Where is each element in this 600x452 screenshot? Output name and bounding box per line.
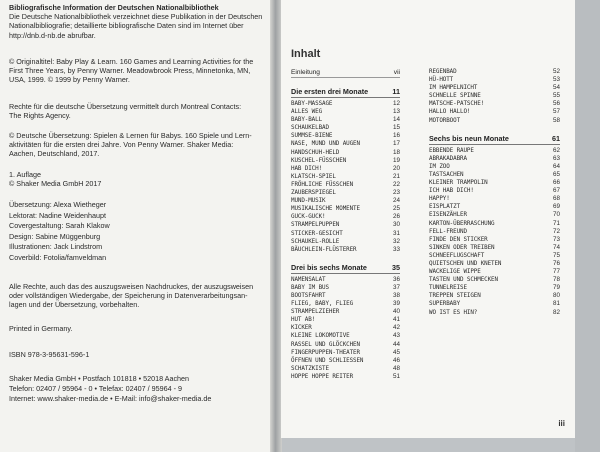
rights-block: [9, 102, 271, 120]
toc-entry-title: STRAMPELPUPPEN: [291, 222, 340, 229]
toc-entry-page: 48: [392, 364, 400, 372]
toc-entry-page: 82: [552, 308, 560, 316]
toc-entry-title: SUMMSE-BIENE: [291, 133, 333, 140]
toc-section-title: Drei bis sechs Monate: [291, 262, 367, 272]
edition-line: © Shaker Media GmbH 2017: [9, 179, 102, 189]
publisher-line: Shaker Media GmbH • Postfach 101818 • 52018 Aachen: [9, 374, 190, 383]
credit-line: Design: Sabine Müggenburg: [9, 231, 101, 241]
credit-line: Covergestaltung: Sarah Klakow: [9, 221, 110, 231]
toc-entry-title: FINDE DEN STICKER: [429, 236, 488, 243]
translation-line: © Deutsche Übersetzung: Spielen & Lernen für Babys. 160 Spiele und Lern-: [9, 131, 252, 140]
toc-entry-title: SCHNEEFLUGSCHAFT: [429, 252, 485, 259]
toc-entry-page: 20: [392, 164, 400, 172]
toc-entry-page: 32: [392, 237, 400, 245]
toc-entry: [291, 365, 400, 373]
toc-entry-page: 75: [552, 251, 560, 259]
rights-reserved-line: Alle Rechte, auch das des auszugsweisen Nachdruckes, der auszugsweisen: [9, 282, 254, 291]
toc-entry: [429, 187, 560, 195]
toc-entry: [429, 92, 560, 100]
toc-entry-page: 46: [392, 356, 400, 364]
toc-entry: [429, 220, 560, 228]
toc-entry: [429, 228, 560, 236]
toc-entry-title: ICH HAB DICH!: [429, 188, 474, 195]
toc-entry-page: 21: [392, 172, 400, 180]
toc-entry-title: ÖFFNEN UND SCHLIESSEN: [291, 357, 364, 364]
toc-entry-title: RASSEL UND GLÖCKCHEN: [291, 341, 360, 348]
toc-entry-title: SUPERBABY: [429, 301, 461, 308]
toc-entry-page: 65: [552, 170, 560, 178]
toc-entry: [291, 349, 400, 357]
toc-section-page: 35: [392, 262, 400, 272]
toc-entry-page: 22: [392, 180, 400, 188]
toc-entry: [429, 300, 560, 308]
toc-entry-title: SCHATZKISTE: [291, 365, 329, 372]
toc-entry-title: WO IST ES HIN?: [429, 309, 478, 316]
toc-entry-title: ALLES WEG: [291, 109, 323, 116]
toc-entry-page: 69: [552, 203, 560, 211]
toc-entry: [291, 157, 400, 165]
toc-entry: [291, 238, 400, 246]
toc-entry-page: 52: [552, 68, 560, 75]
credit-line: Übersetzung: Alexa Wietheger: [9, 200, 107, 209]
toc-entry-title: TREPPEN STEIGEN: [429, 293, 481, 300]
toc-entry: [291, 197, 400, 205]
toc-entry: [291, 316, 400, 324]
toc-entry-title: EISENZÄHLER: [429, 212, 467, 219]
isbn: [9, 350, 271, 359]
toc-entry-title: FELL-FREUND: [429, 228, 467, 235]
background-edge: [575, 0, 600, 452]
toc-entry-page: 64: [552, 162, 560, 170]
toc-entry-page: 73: [552, 235, 560, 243]
toc-entry: [291, 213, 400, 221]
credit-line: Illustrationen: Jack Lindstrom: [9, 242, 103, 252]
toc-entry-page: 15: [392, 124, 400, 132]
toc-entry: [291, 100, 400, 108]
toc-entry: [291, 116, 400, 124]
toc-entry-page: 38: [392, 291, 400, 299]
toc-entry: [429, 211, 560, 219]
credits-block: [9, 200, 271, 264]
page-number: iii: [558, 419, 565, 428]
original-line: USA, 1999. © 1999 by Penny Warner.: [9, 75, 130, 85]
toc-entry-page: 44: [392, 340, 400, 348]
toc-entry-page: 45: [392, 348, 400, 356]
toc-entry-title: NASE, MUND UND AUGEN: [291, 141, 360, 148]
rights-reserved-line: lagen und der Übersetzung, vorbehalten.: [9, 300, 140, 310]
toc-entry: [291, 132, 400, 140]
toc-entry-page: 76: [552, 259, 560, 267]
credit-line: Coverbild: Fotolia/famveldman: [9, 252, 107, 262]
biblio-heading: Bibliografische Information der Deutschen Nationalbibliothek: [9, 3, 219, 12]
toc-entry: [429, 284, 560, 292]
toc-entry-title: HAB DICH!: [291, 165, 323, 172]
toc-column-right: [429, 68, 560, 317]
toc-column-left: [291, 68, 400, 381]
rights-line: The Rights Agency.: [9, 111, 71, 121]
toc-entry-page: 54: [552, 84, 560, 92]
translation-line: Aachen, Deutschland, 2017.: [9, 149, 100, 159]
toc-entry-page: 81: [552, 300, 560, 308]
publisher-block: [9, 374, 271, 404]
toc-entry-page: 78: [552, 276, 560, 284]
toc-entry-title: SCHAUKEL-ROLLE: [291, 238, 340, 245]
toc-entry: [291, 284, 400, 292]
toc-entry-page: 41: [392, 316, 400, 324]
toc-entry-title: WACKELIGE WIPPE: [429, 269, 481, 276]
toc-entry: [291, 308, 400, 316]
edition-block: [9, 170, 271, 188]
rights-reserved-line: oder vollständigen Wiedergabe, der Speicherung in Datenverarbeitungsan-: [9, 291, 248, 301]
toc-entry-title: BOOTSFAHRT: [291, 292, 326, 299]
toc-entry-page: 53: [552, 76, 560, 84]
toc-entry-page: 26: [392, 213, 400, 221]
toc-entry-page: 71: [552, 219, 560, 227]
toc-entry-page: 40: [392, 308, 400, 316]
toc-entry-page: 67: [552, 187, 560, 195]
toc-entry-page: 55: [552, 92, 560, 100]
toc-entry-page: 30: [392, 221, 400, 229]
toc-section-page: 11: [392, 87, 400, 96]
toc-intro-page: vii: [393, 69, 400, 76]
toc-entry: [429, 260, 560, 268]
toc-entry-title: KARTON-ÜBERRASCHUNG: [429, 220, 495, 227]
toc-entry: [429, 309, 560, 317]
toc-entry: [291, 292, 400, 300]
toc-entry-page: 13: [392, 108, 400, 116]
isbn-line: ISBN 978-3-95631-596-1: [9, 350, 90, 359]
toc-entry-page: 80: [552, 292, 560, 300]
toc-entry-page: 43: [392, 332, 400, 340]
toc-left-entries: [291, 87, 400, 381]
printed-line: Printed in Germany.: [9, 324, 73, 333]
toc-entry-page: 18: [392, 148, 400, 156]
rights-reserved-block: [9, 282, 271, 310]
toc-entry-title: HANDSCHUH-HELD: [291, 149, 340, 156]
toc-entry: [291, 221, 400, 229]
toc-entry-page: 14: [392, 116, 400, 124]
toc-entry-title: SCHAUKELBAD: [291, 125, 329, 132]
toc-entry-page: 39: [392, 300, 400, 308]
toc-entry-title: REGENBAD: [429, 69, 457, 75]
toc-entry-title: KLEINE LOKOMOTIVE: [291, 333, 350, 340]
toc-entry-title: SCHNELLE SPINNE: [429, 93, 481, 100]
printed-note: [9, 324, 271, 333]
toc-entry: [291, 373, 400, 381]
toc-entry: [429, 195, 560, 203]
toc-entry-title: HUT AB!: [291, 317, 316, 324]
toc-entry: [291, 108, 400, 116]
biblio-block: [9, 3, 271, 40]
toc-entry-title: MATSCHE-PATSCHE!: [429, 101, 485, 108]
toc-entry: [429, 203, 560, 211]
toc-entry-page: 58: [552, 116, 560, 124]
biblio-line: Nationalbibliografie; detaillierte bibliografische Daten sind im Internet über: [9, 21, 244, 31]
toc-entry-title: EBBENDE RAUPE: [429, 147, 474, 154]
toc-entry: [291, 124, 400, 132]
toc-entry-title: GUCK-GUCK!: [291, 214, 326, 221]
toc-entry-title: KLEINER TRAMPOLIN: [429, 180, 488, 187]
toc-entry-title: KICKER: [291, 325, 312, 332]
toc-entry: [429, 147, 560, 155]
toc-entry-page: 62: [552, 146, 560, 154]
toc-title: Inhalt: [291, 48, 321, 60]
toc-entry: [429, 84, 560, 92]
toc-entry-title: TUNNELREISE: [429, 285, 467, 292]
toc-entry: [429, 155, 560, 163]
edition-line: 1. Auflage: [9, 170, 41, 179]
toc-section-heading: [291, 263, 400, 274]
toc-right-entries: [429, 68, 560, 317]
toc-entry-title: MOTORBOOT: [429, 117, 461, 124]
credit-line: Lektorat: Nadine Weidenhaupt: [9, 210, 106, 220]
toc-entry-page: 51: [392, 372, 400, 380]
toc-entry-page: 16: [392, 132, 400, 140]
toc-entry-page: 19: [392, 156, 400, 164]
toc-entry: [429, 68, 560, 76]
toc-entry: [429, 163, 560, 171]
toc-entry: [429, 117, 560, 125]
toc-entry-page: 23: [392, 189, 400, 197]
toc-entry-title: IM ZOO: [429, 163, 450, 170]
toc-entry: [429, 276, 560, 284]
left-page: [0, 0, 272, 452]
original-line: First Three Years, by Penny Warner. Meadowbrook Press, Minnetonka, MN,: [9, 66, 251, 76]
toc-entry: [429, 108, 560, 116]
toc-entry-title: TASTEN UND SCHMECKEN: [429, 277, 498, 284]
toc-entry: [429, 244, 560, 252]
toc-entry: [429, 252, 560, 260]
toc-entry: [291, 246, 400, 254]
biblio-line: http://dnb.d-nb.de abrufbar.: [9, 30, 96, 40]
toc-entry: [429, 236, 560, 244]
toc-entry-page: 12: [392, 100, 400, 107]
rights-line: Rechte für die deutsche Übersetzung vermittelt durch Montreal Contacts:: [9, 102, 242, 111]
toc-entry-title: FRÖHLICHE FÜSSCHEN: [291, 181, 354, 188]
toc-entry: [429, 268, 560, 276]
toc-entry: [429, 292, 560, 300]
toc-entry-title: MUND-MUSIK: [291, 198, 326, 205]
right-page: [281, 0, 575, 438]
toc-entry-title: HOPPE HOPPE REITER: [291, 373, 354, 380]
original-title-block: [9, 57, 271, 85]
toc-entry-title: ZAUBERSPIEGEL: [291, 190, 336, 197]
toc-entry-title: NAMENSALAT: [291, 276, 326, 283]
toc-entry: [291, 341, 400, 349]
toc-entry: [291, 149, 400, 157]
toc-entry: [429, 76, 560, 84]
toc-entry-page: 33: [392, 245, 400, 253]
toc-intro-title: Einleitung: [291, 69, 320, 76]
toc-entry-title: BABY IM BUS: [291, 284, 329, 291]
toc-entry-title: MUSIKALISCHE MOMENTE: [291, 206, 360, 213]
toc-entry: [291, 205, 400, 213]
toc-section-heading: [291, 87, 400, 98]
toc-entry: [291, 357, 400, 365]
toc-entry-page: 77: [552, 268, 560, 276]
toc-entry-title: QUIETSCHEN UND KNETEN: [429, 260, 502, 267]
toc-entry-page: 42: [392, 324, 400, 332]
toc-entry-title: TASTSACHEN: [429, 171, 464, 178]
toc-section-title: Die ersten drei Monate: [291, 87, 369, 96]
toc-entry: [291, 324, 400, 332]
toc-entry-title: EISPLATZT: [429, 204, 461, 211]
toc-entry-title: HAPPY!: [429, 196, 450, 203]
toc-section-title: Sechs bis neun Monate: [429, 133, 509, 143]
toc-entry-title: STICKER-GESICHT: [291, 230, 343, 237]
translation-block: [9, 131, 271, 159]
toc-entry-title: HÜ-HOTT: [429, 77, 454, 84]
toc-entry: [429, 171, 560, 179]
toc-entry-title: BABY-BALL: [291, 117, 323, 124]
toc-entry-page: 31: [392, 229, 400, 237]
toc-entry-page: 66: [552, 179, 560, 187]
toc-entry-page: 36: [392, 275, 400, 283]
toc-entry: [291, 230, 400, 238]
toc-entry-page: 56: [552, 100, 560, 108]
biblio-line: Die Deutsche Nationalbibliothek verzeichnet diese Publikation in der Deutschen: [9, 12, 263, 22]
toc-intro: [291, 68, 400, 78]
toc-entry: [291, 189, 400, 197]
toc-section-heading: [429, 134, 560, 145]
toc-entry: [291, 173, 400, 181]
toc-entry: [429, 179, 560, 187]
toc-entry-page: 70: [552, 211, 560, 219]
toc-entry-page: 63: [552, 154, 560, 162]
original-line: © Originaltitel: Baby Play & Learn. 160 Games and Learning Activities for the: [9, 57, 254, 66]
toc-entry-title: ABRAKADABRA: [429, 155, 467, 162]
toc-entry: [291, 165, 400, 173]
toc-entry-title: FINGERPUPPEN-THEATER: [291, 349, 360, 356]
toc-section-page: 61: [552, 133, 560, 143]
toc-entry: [291, 332, 400, 340]
translation-line: aktivitäten für die ersten drei Jahre. Von Penny Warner. Shaker Media:: [9, 140, 234, 150]
toc-entry-page: 25: [392, 205, 400, 213]
publisher-line: Internet: www.shaker-media.de • E-Mail: info@shaker-media.de: [9, 394, 212, 403]
toc-entry: [291, 300, 400, 308]
toc-entry-page: 72: [552, 227, 560, 235]
toc-entry-title: SINKEN ODER TREIBEN: [429, 244, 495, 251]
toc-entry-page: 79: [552, 284, 560, 292]
toc-entry-page: 24: [392, 197, 400, 205]
toc-entry-page: 57: [552, 108, 560, 116]
toc-entry-title: FLIEG, BABY, FLIEG: [291, 301, 354, 308]
toc-entry-page: 68: [552, 195, 560, 203]
toc-entry-title: BÄUCHLEIN-FLÜSTERER: [291, 246, 357, 253]
toc-entry: [291, 140, 400, 148]
toc-entry: [291, 276, 400, 284]
toc-entry-page: 17: [392, 140, 400, 148]
toc-entry-title: STRAMPELZIEHER: [291, 309, 340, 316]
toc-entry-title: HALLO HALLO!: [429, 109, 471, 116]
toc-entry: [429, 100, 560, 108]
publisher-line: Telefon: 02407 / 95964 - 0 • Telefax: 02407 / 95964 - 9: [9, 384, 183, 393]
toc-entry-page: 37: [392, 283, 400, 291]
toc-entry: [291, 181, 400, 189]
toc-entry-title: IM HAMPELNICHT: [429, 85, 478, 92]
toc-entry-title: BABY-MASSAGE: [291, 101, 333, 107]
toc-entry-title: KUSCHEL-FÜSSCHEN: [291, 157, 347, 164]
toc-entry-title: KLATSCH-SPIEL: [291, 173, 336, 180]
toc-entry-page: 74: [552, 243, 560, 251]
